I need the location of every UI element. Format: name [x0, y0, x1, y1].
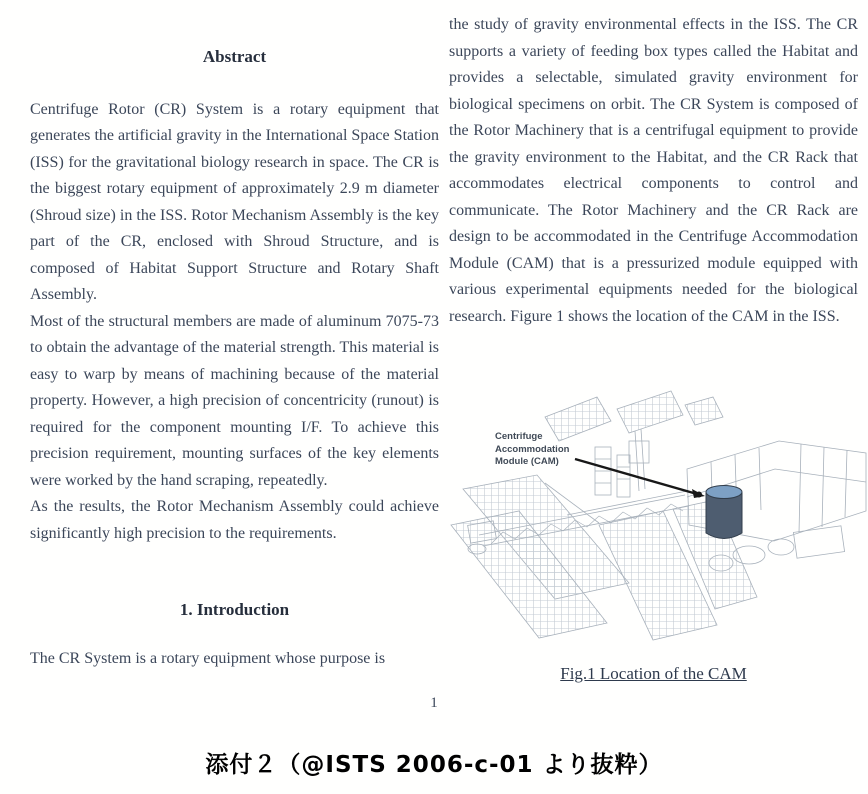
- cam-figure-label-line: Accommodation: [495, 443, 570, 455]
- figure-1: [449, 383, 868, 659]
- figure-caption: [449, 664, 858, 684]
- abstract-paragraph-2: Most of the structural members are made of aluminum 7075-73 to obtain the advantage of the material strength. This material is easy to warp by means of machining because of the material property. However, a high precision of concentricity (runout) is required for the component mounting I/F. To achieve this precision requirement, mounting surfaces of the key elements were worked by the hand scraping, repeatedly.: [30, 312, 439, 489]
- abstract-paragraph-3: As the results, the Rotor Mechanism Assembly could achieve significantly high precision to the requirements.: [30, 498, 439, 542]
- body-paragraph: the study of gravity environmental effects in the ISS. The CR supports a variety of feeding box types called the Habitat and provides a selectable, simulated gravity environment for biological specimens on orbit. The CR System is composed of the Rotor Machinery that is a centrifugal equipment to provide the gravity environment to the Habitat, and the CR Rack that accommodates electrical components to control and communicate. The Rotor Machinery and the CR Rack are design to be accommodated in the Centrifuge Accommodation Module (CAM) that is a pressurized module equipped with various experimental equipments needed for the biological research. Figure 1 shows the location of the CAM in the ISS.: [449, 16, 858, 325]
- cam-module-highlight: [706, 486, 742, 539]
- attachment-note: 添付２（@ISTS 2006-c-01 より抜粋）: [205, 752, 663, 778]
- iss-illustration: [449, 383, 868, 659]
- introduction-paragraph: The CR System is a rotary equipment whose purpose is: [30, 649, 386, 667]
- solar-array-panel: [685, 397, 723, 425]
- right-column: [449, 12, 858, 330]
- abstract-heading: Abstract: [202, 47, 267, 66]
- cam-figure-label-line: Module (CAM): [495, 456, 559, 467]
- page-number: 1: [430, 695, 438, 711]
- figure-caption-text: Fig.1 Location of the CAM: [560, 664, 747, 683]
- introduction-heading: 1. Introduction: [179, 600, 290, 619]
- cam-figure-label-line: Centrifuge: [495, 431, 543, 442]
- abstract-paragraph-1: Centrifuge Rotor (CR) System is a rotary equipment that generates the artificial gravity in the International Space Station (ISS) for the gravitational biology research in space. The CR is the biggest rotary equipment of approximately 2.9 m diameter (Shroud size) in the ISS. Rotor Mechanism Assembly is the key part of the CR, enclosed with Shroud Structure, and is composed of Habitat Support Structure and Rotary Shaft Assembly.: [30, 100, 439, 303]
- cam-pointer-arrow: [575, 459, 705, 498]
- cam-figure-label: [495, 431, 569, 469]
- left-column: [30, 44, 439, 672]
- solar-array-panel: [617, 391, 683, 433]
